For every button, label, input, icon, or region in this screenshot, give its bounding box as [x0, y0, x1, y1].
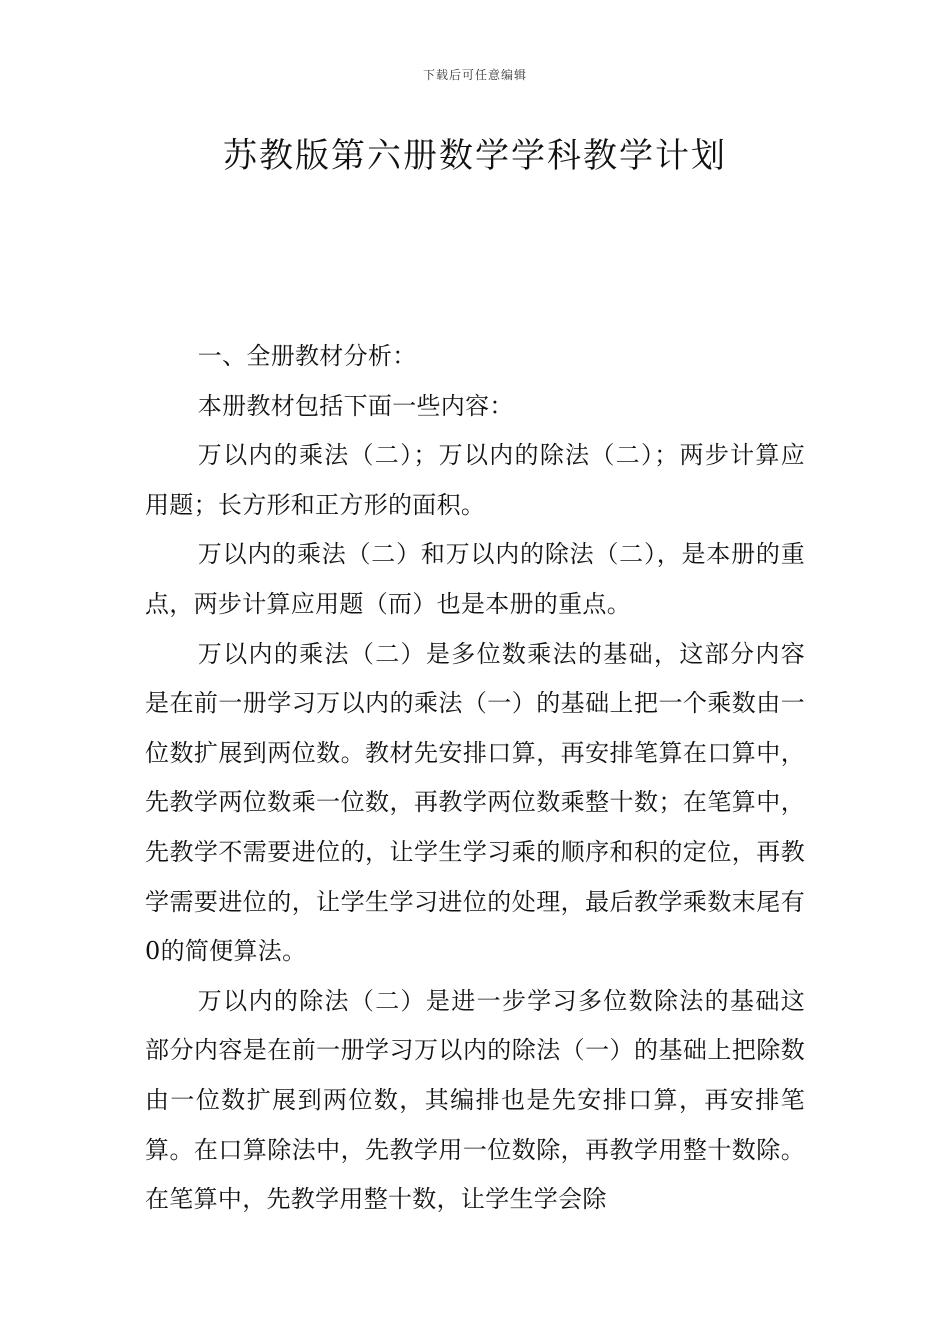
header-note: 下载后可任意编辑: [422, 68, 527, 82]
paragraph: 万以内的乘法（二）；万以内的除法（二）；两步计算应用题；长方形和正方形的面积。: [145, 441, 805, 519]
paragraph: 万以内的除法（二）是进一步学习多位数除法的基础这部分内容是在前一册学习万以内的除法（一）的基础上把除数由一位数扩展到两位数，其编排也是先安排口算，再安排笔算。在口算除法中，先教学用一位数除，再教学用整十数除。在笔算中，先教学用整十数，让学生学会除: [145, 986, 805, 1214]
section-heading: 一、全册教材分析：: [197, 342, 417, 370]
document-body: [145, 332, 805, 1225]
document-title: 苏教版第六册数学学科教学计划: [223, 136, 727, 176]
paragraph: 万以内的乘法（二）是多位数乘法的基础，这部分内容是在前一册学习万以内的乘法（一）的基础上把一个乘数由一位数扩展到两位数。教材先安排口算，再安排笔算在口算中，先教学两位数乘一位数，再教学两位数乘整十数；在笔算中，先教学不需要进位的，让学生学习乘的顺序和积的定位，再教学需要进位的，让学生学习进位的处理，最后教学乘数末尾有0的简便算法。: [145, 639, 805, 966]
paragraph: 本册教材包括下面一些内容：: [197, 391, 514, 420]
paragraph: 万以内的乘法（二）和万以内的除法（二），是本册的重点，两步计算应用题（而）也是本册的重点。: [145, 540, 805, 618]
